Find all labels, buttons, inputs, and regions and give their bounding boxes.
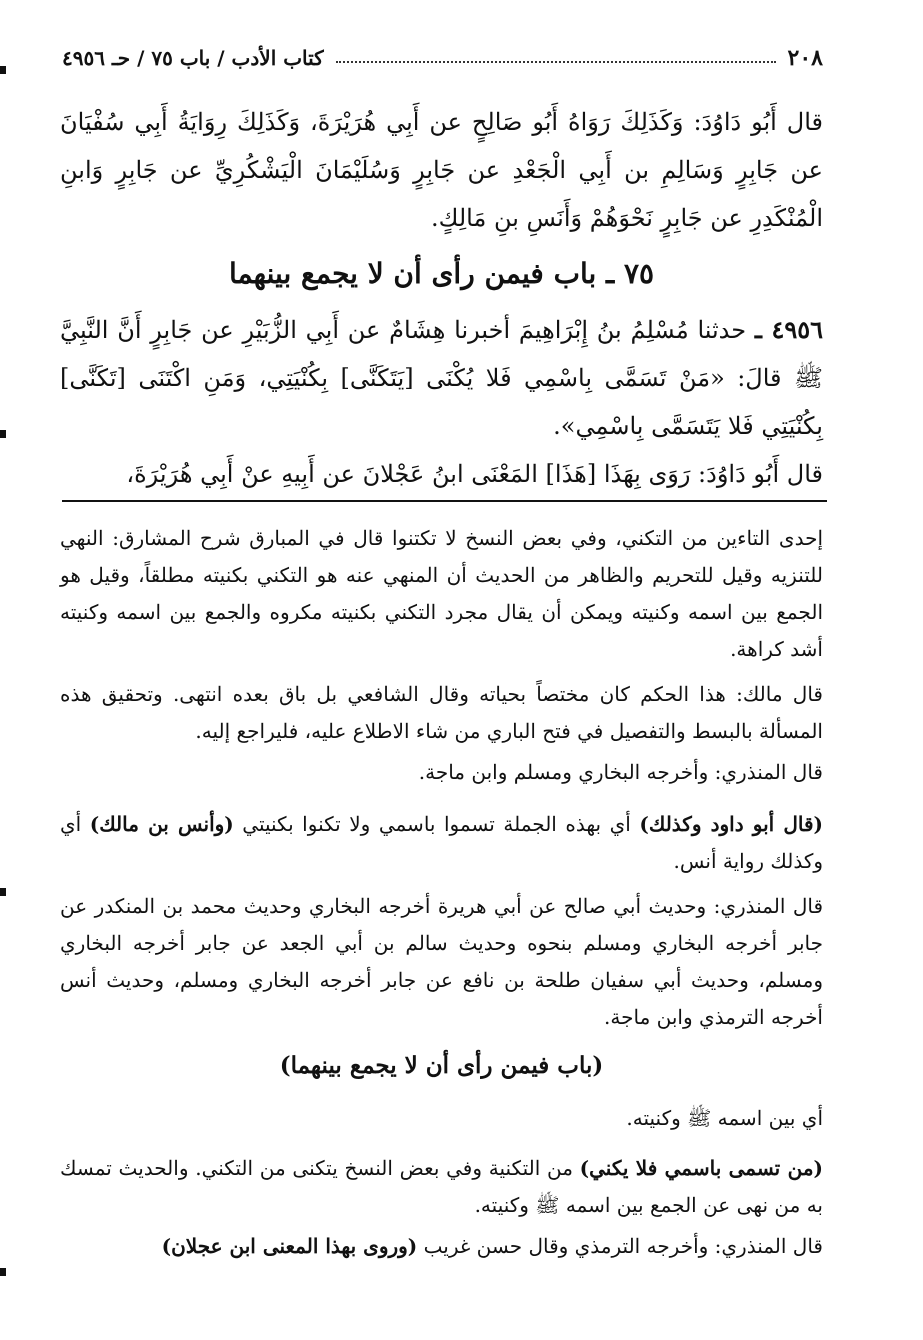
scan-mark [0, 1268, 6, 1276]
commentary-chapter-heading [60, 1046, 823, 1086]
commentary-8 [60, 1150, 823, 1224]
bold-quote: (قال أبو داود وكذلك) [639, 812, 823, 836]
commentary-text: من التكنية وفي بعض النسخ يتكنى من التكني. والحديث تمسك به من نهى عن الجمع بين اسمه ﷺ وكنيته. [60, 1156, 823, 1217]
chapter-heading [60, 252, 823, 296]
commentary-text: أي بين اسمه ﷺ وكنيته. [626, 1106, 823, 1130]
commentary-text: قال المنذري: وأخرجه الترمذي وقال حسن غريب [417, 1234, 823, 1258]
chapter-word: باب [553, 257, 597, 290]
commentary-3 [60, 754, 823, 791]
scan-mark [0, 66, 6, 74]
commentary-text: إحدى التاءين من التكني، وفي بعض النسخ لا تكتنوا قال في المبارق شرح المشارق: النهي للتنزيه وقيل للتحريم والظاهر من الحديث أن المنهي عنه هو التكني بكنيته مطلقاً، وقيل هو الجمع بين اسمه وكنيته ويمكن أن يقال مجرد التكني بكنيته مكروه والجمع بين اسمه وكنيته أشد كراهة. [60, 526, 823, 661]
commentary-5 [60, 888, 823, 1036]
chapter-number: ٧٥ ـ [606, 257, 655, 290]
footnote-separator [62, 500, 827, 502]
header-leader-dots [336, 61, 776, 63]
main-paragraph-1 [60, 98, 823, 242]
scan-mark [0, 888, 6, 896]
commentary-4 [60, 806, 823, 880]
bold-quote: (من تسمى باسمي فلا يكني) [579, 1156, 823, 1180]
chapter-title: فيمن رأى أن لا يجمع بينهما [228, 257, 544, 290]
commentary-text: أي بهذه الجملة تسموا باسمي ولا تكنوا بكنيتي [233, 812, 640, 836]
commentary-2 [60, 676, 823, 750]
commentary-7 [60, 1100, 823, 1137]
commentary-text: قال المنذري: وأخرجه البخاري ومسلم وابن ماجة. [418, 760, 823, 784]
commentary-heading-text: (باب فيمن رأى أن لا يجمع بينهما) [279, 1052, 604, 1079]
scan-mark [0, 430, 6, 438]
paragraph-text: قال أَبُو دَاوُدَ: رَوَى بِهَذَا [هَذَا] المَعْنَى ابنُ عَجْلانَ عن أَبِيهِ عنْ أَبِي هُرَيْرَةَ، [126, 460, 823, 488]
commentary-text: أي وكذلك رواية أنس. [60, 812, 823, 873]
bold-quote: (وأنس بن مالك) [89, 812, 234, 836]
paragraph-text: قال أَبُو دَاوُدَ: وَكَذَلِكَ رَوَاهُ أَبُو صَالِحٍ عن أَبِي هُرَيْرَةَ، وَكَذَلِكَ رِوَايَةُ أَبِي سُفْيَانَ عن جَابِرٍ وَسَالِمِ بن أَبِي الْجَعْدِ عن جَابِرٍ وَسُلَيْمَانَ الْيَشْكُرِيِّ عن جَابِرٍ وَابنِ الْمُنْكَدِرِ عن جَابِرٍ نَحْوَهُمْ وَأَنَسِ بنِ مَالِكٍ. [60, 108, 823, 232]
commentary-text: قال مالك: هذا الحكم كان مختصاً بحياته وقال الشافعي بل باق بعده انتهى. وتحقيق هذه المسألة بالبسط والتفصيل في فتح الباري من شاء الاطلاع عليه، فليراجع إليه. [60, 682, 823, 743]
commentary-text: قال المنذري: وحديث أبي صالح عن أبي هريرة أخرجه البخاري وحديث محمد بن المنكدر عن جابر أخرجه البخاري ومسلم بنحوه وحديث سالم بن أبي الجعد عن جابر أخرجه البخاري ومسلم، وحديث أبي سفيان طلحة بن نافع عن جابر أخرجه البخاري ومسلم، وحديث أنس أخرجه الترمذي وابن ماجة. [60, 894, 823, 1029]
hadith-text: حدثنا مُسْلِمُ بنُ إِبْرَاهِيمَ أخبرنا هِشَامٌ عن أَبِي الزُّبَيْرِ عن جَابِرٍ أَنَّ النَّبِيَّ ﷺ قالَ: «مَنْ تَسَمَّى بِاسْمِي فَلا يُكْنَى [يَتَكَنَّى] بِكُنْيَتِي، وَمَنِ اكْتَنَى [تَكَنَّى] بِكُنْيَتِي فَلا يَتَسَمَّى بِاسْمِي». [60, 316, 823, 440]
running-title: كتاب الأدب / باب ٧٥ / حـ ٤٩٥٦ [62, 46, 324, 70]
bold-quote: (وروى بهذا المعنى ابن عجلان) [161, 1234, 418, 1258]
main-paragraph-2 [60, 450, 823, 498]
commentary-1 [60, 520, 823, 668]
page-number: ٢٠٨ [787, 45, 823, 71]
commentary-9 [60, 1228, 823, 1265]
hadith-block [60, 306, 823, 450]
hadith-number: ٤٩٥٦ ـ [754, 315, 823, 344]
page-header [62, 40, 823, 76]
